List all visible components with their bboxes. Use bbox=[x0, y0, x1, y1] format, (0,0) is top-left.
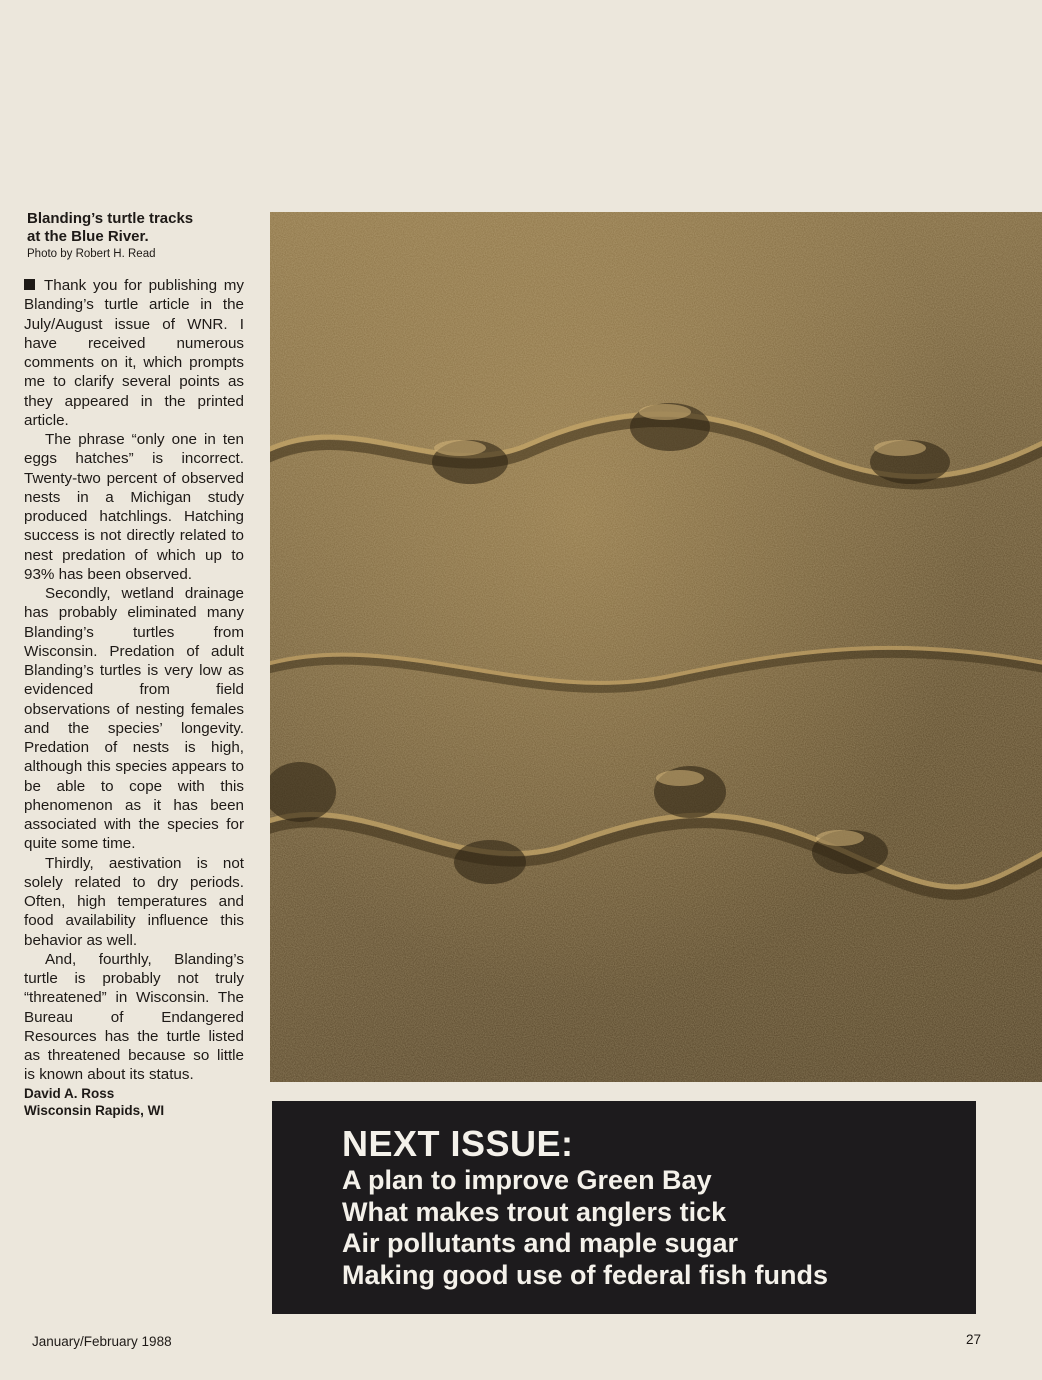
page-number: 27 bbox=[966, 1332, 982, 1347]
caption-title-line-2: at the Blue River. bbox=[27, 228, 149, 245]
turtle-tracks-photo bbox=[270, 212, 1042, 1082]
photo-credit: Photo by Robert H. Read bbox=[27, 248, 156, 260]
photo-caption bbox=[27, 210, 247, 260]
next-issue-heading: NEXT ISSUE: bbox=[342, 1123, 574, 1164]
footprint-2-highlight bbox=[639, 404, 691, 420]
letter-author: David A. Ross bbox=[24, 1085, 115, 1101]
footprint-5 bbox=[454, 840, 526, 884]
letter-paragraph-5: And, fourthly, Blanding’s turtle is probably not truly “threatened” in Wisconsin. The Bureau of Endangered Resources has the turtle listed as threatened because so little is known about its status. bbox=[24, 950, 244, 1084]
letter-paragraph-3: Secondly, wetland drainage has probably eliminated many Blanding’s turtles from Wisconsin. Predation of adult Blanding’s turtles is very low as evidenced from field observations of nesting females and the species’ longevity. Predation of nests is high, although this species appears to be able to cope with this phenomenon as it has been associated with the species for quite some time. bbox=[24, 585, 244, 853]
footprint-6-highlight bbox=[656, 770, 704, 786]
next-issue-list bbox=[342, 1165, 828, 1291]
next-issue-item: Air pollutants and maple sugar bbox=[342, 1228, 739, 1258]
caption-title bbox=[27, 210, 247, 246]
bullet-square-icon bbox=[24, 279, 35, 290]
next-issue-item: What makes trout anglers tick bbox=[342, 1196, 727, 1227]
letter-paragraph-4: Thirdly, aestivation is not solely related to dry periods. Often, high temperatures and food availability influence this behavior as well. bbox=[24, 854, 244, 949]
footprint-1-highlight bbox=[434, 440, 486, 456]
next-issue-box bbox=[272, 1101, 976, 1314]
footprint-7-highlight bbox=[816, 830, 864, 846]
issue-date: January/February 1988 bbox=[32, 1334, 172, 1349]
next-issue-item: A plan to improve Green Bay bbox=[342, 1165, 712, 1195]
sand-tracks-illustration bbox=[270, 212, 1042, 1082]
letter-to-editor bbox=[24, 276, 244, 1119]
letter-location: Wisconsin Rapids, WI bbox=[24, 1102, 165, 1118]
caption-title-line-1: Blanding’s turtle tracks bbox=[27, 210, 194, 227]
footprint-3-highlight bbox=[874, 440, 926, 456]
letter-paragraph-2: The phrase “only one in ten eggs hatches” is incorrect. Twenty-two percent of observed nests in a Michigan study produced hatchlings. Hatching success is not directly related to nest predation of which up to 93% has been observed. bbox=[24, 431, 244, 583]
next-issue-item: Making good use of federal fish funds bbox=[342, 1259, 829, 1290]
letter-paragraph-1 bbox=[24, 276, 244, 430]
letter-paragraph-1-text: Thank you for publishing my Blanding’s turtle article in the July/August issue of WNR. I have received numerous comments on it, which prompts me to clarify several points as they appeared in the printed article. bbox=[24, 277, 244, 429]
